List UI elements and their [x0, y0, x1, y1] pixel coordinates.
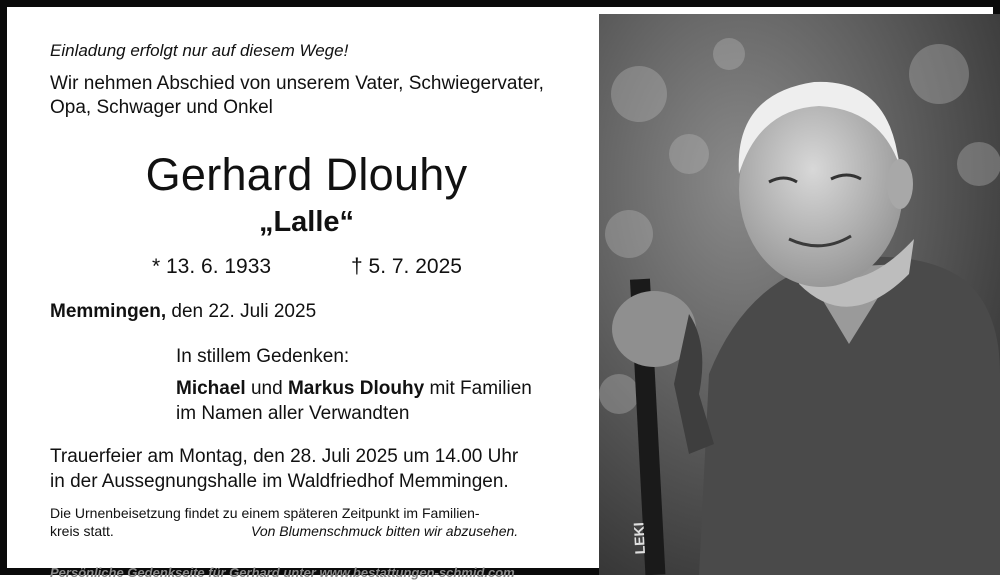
portrait-illustration	[599, 14, 1000, 575]
mourners	[176, 376, 532, 426]
remembrance-label: In stillem Gedenken:	[176, 346, 350, 367]
flowers-note: Von Blumenschmuck bitten wir abzusehen.	[251, 523, 519, 539]
mourners-line-1	[176, 376, 532, 401]
urn-line-2: kreis statt.	[50, 523, 114, 539]
intro-line-1: Wir nehmen Abschied von unserem Vater, Schwiegervater,	[50, 73, 544, 94]
deceased-name: Gerhard Dlouhy	[145, 149, 468, 200]
pole-lettering: LEKI	[630, 521, 648, 555]
memorial-page-link[interactable]: Persönliche Gedenkseite für Gerhard unter www.bestattungen-schmid.com	[50, 565, 515, 580]
mourner-1: Michael	[176, 378, 246, 399]
relatives-line: im Namen aller Verwandten	[176, 403, 410, 424]
portrait-photo	[599, 14, 1000, 575]
mourner-2: Markus Dlouhy	[287, 378, 425, 399]
intro-text	[50, 72, 544, 120]
and-word: und	[245, 378, 288, 399]
ceremony-line-2: in der Aussegnungshalle im Waldfriedhof Memmingen.	[50, 471, 509, 492]
ceremony-info	[50, 444, 518, 494]
notice-date: den 22. Juli 2025	[166, 301, 317, 322]
deceased-nickname: „Lalle“	[258, 206, 355, 238]
place: Memmingen,	[50, 301, 167, 322]
urn-line-1: Die Urnenbeisetzung findet zu einem späteren Zeitpunkt im Familien-	[50, 505, 480, 521]
with-families: mit Familien	[424, 378, 532, 399]
text-column	[14, 14, 599, 580]
death-date: † 5. 7. 2025	[351, 255, 462, 278]
place-and-date	[50, 301, 316, 323]
invitation-note: Einladung erfolgt nur auf diesem Wege!	[50, 41, 349, 60]
birth-date: * 13. 6. 1933	[152, 255, 272, 278]
ceremony-line-1: Trauerfeier am Montag, den 28. Juli 2025 um 14.00 Uhr	[50, 446, 519, 467]
intro-line-2: Opa, Schwager und Onkel	[50, 97, 273, 118]
